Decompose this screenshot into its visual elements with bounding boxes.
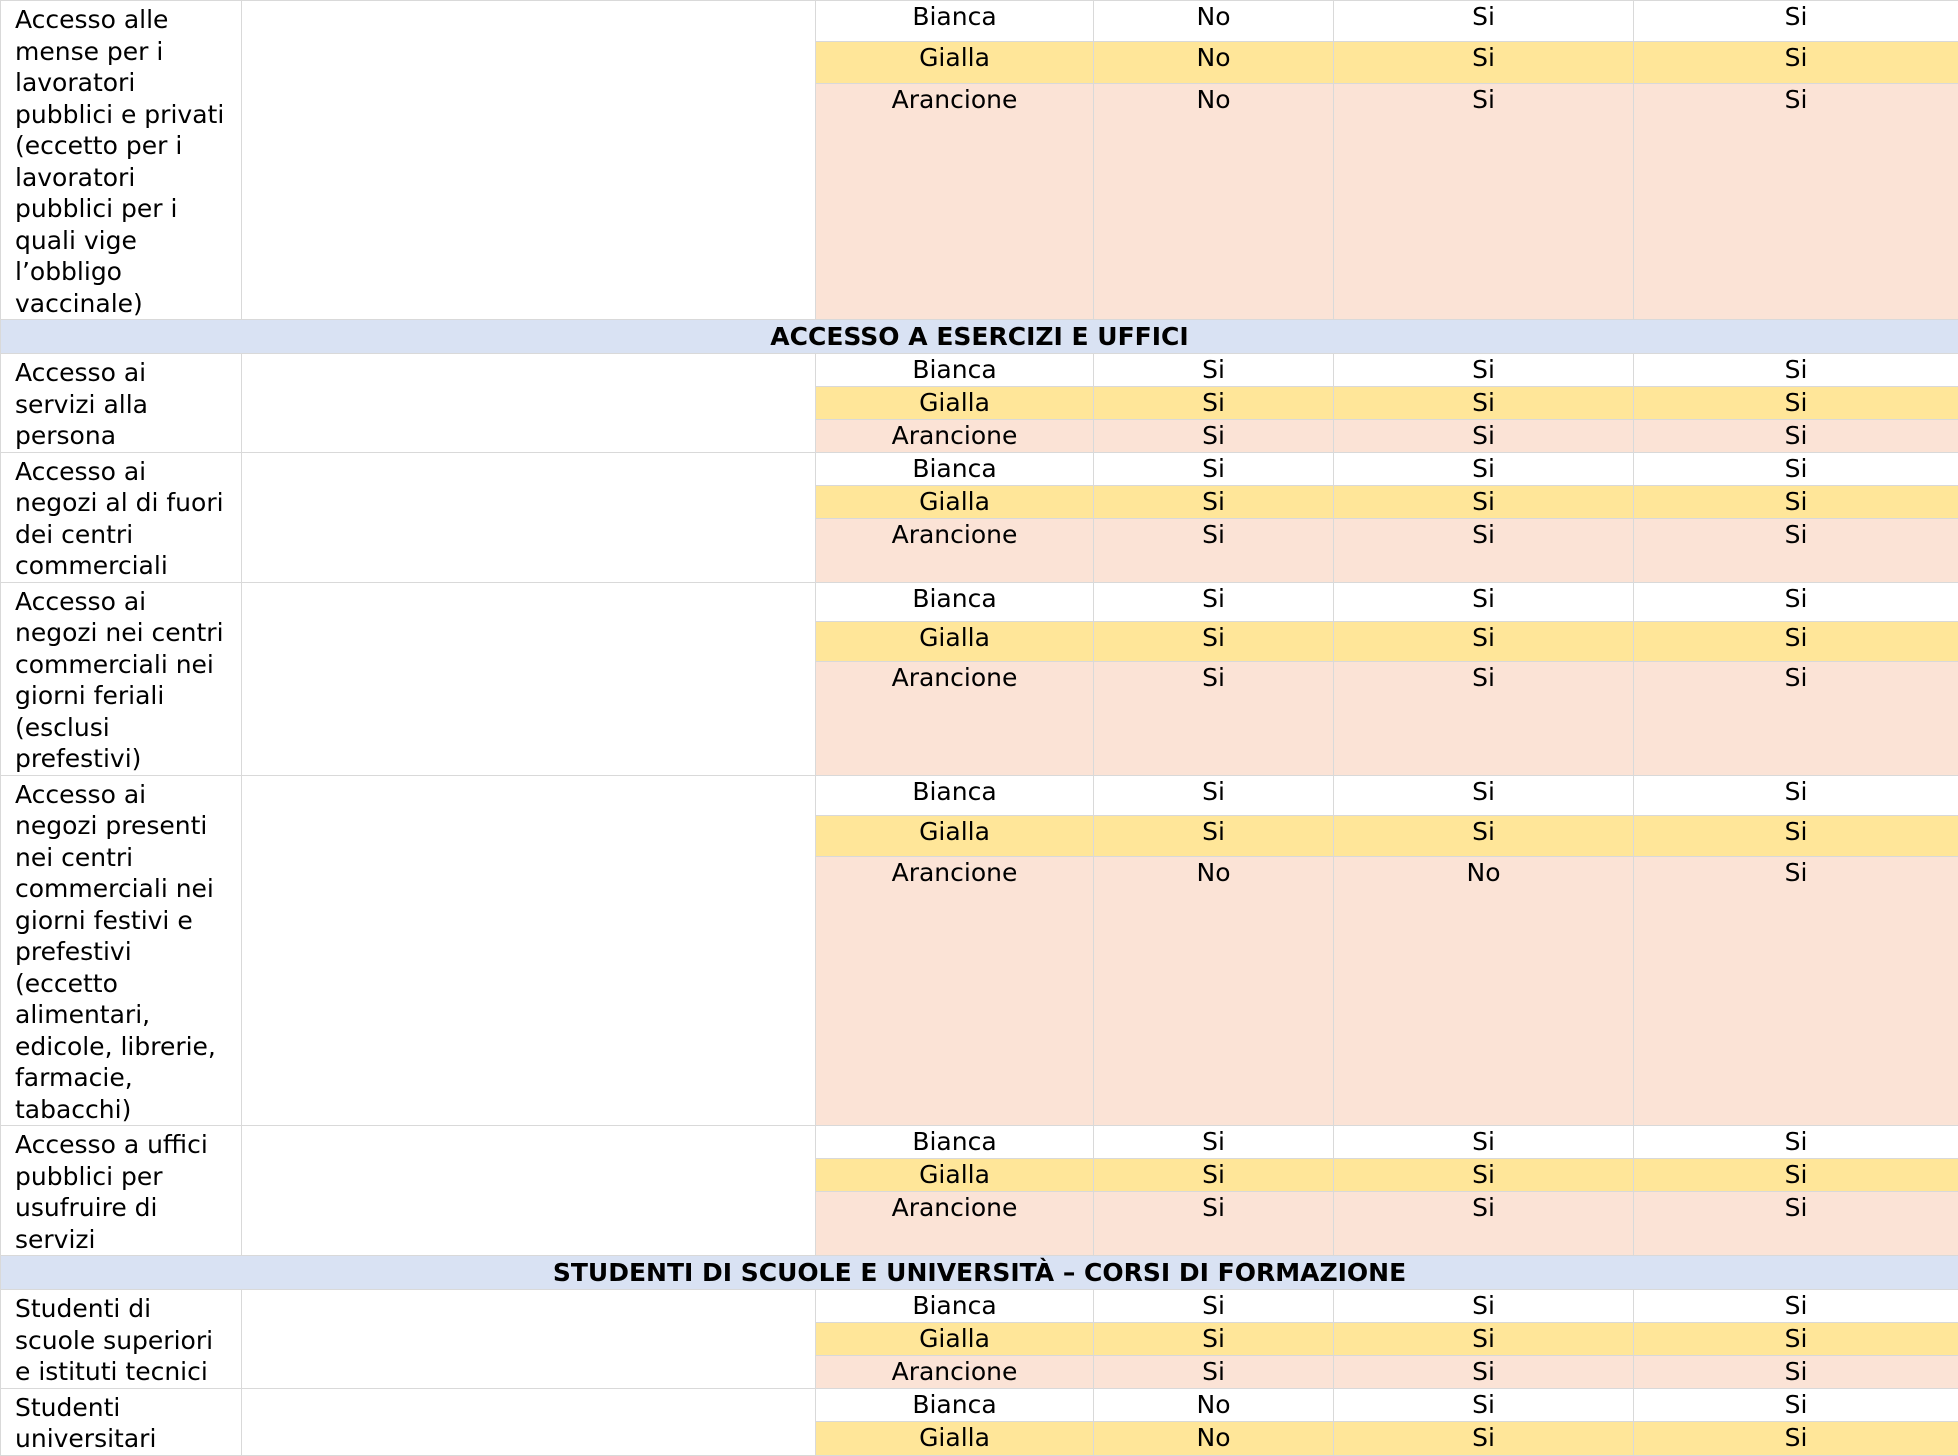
value-cell: Si [1334, 518, 1634, 582]
value-cell: No [1334, 857, 1634, 1126]
zone-cell: Arancione [816, 518, 1094, 582]
value-cell: Si [1334, 1388, 1634, 1422]
value-cell: Si [1634, 42, 1958, 83]
value-cell: Si [1634, 622, 1958, 662]
empty-cell [242, 1, 816, 320]
value-cell: Si [1634, 354, 1958, 387]
activity-label: Accesso ai negozi nei centri commerciali nei giorni feriali (esclusi prefestivi) [1, 582, 242, 775]
value-cell: No [1094, 42, 1334, 83]
zone-cell: Gialla [816, 1323, 1094, 1356]
table-row [1, 1290, 1958, 1323]
zone-cell: Bianca [816, 1388, 1094, 1422]
zone-cell: Bianca [816, 452, 1094, 485]
value-cell: Si [1634, 1356, 1958, 1389]
value-cell: Si [1094, 775, 1334, 816]
activity-label: Accesso ai negozi presenti nei centri commerciali nei giorni festivi e prefestivi (eccetto alimentari, edicole, librerie, farmacie, tabacchi) [1, 775, 242, 1126]
value-cell: Si [1094, 354, 1334, 387]
value-cell: Si [1334, 354, 1634, 387]
value-cell: Si [1334, 1356, 1634, 1389]
value-cell: No [1094, 83, 1334, 319]
zone-cell: Gialla [816, 42, 1094, 83]
value-cell: No [1094, 1422, 1334, 1456]
zone-cell: Arancione [816, 857, 1094, 1126]
value-cell: No [1094, 1, 1334, 42]
value-cell: Si [1334, 661, 1634, 775]
value-cell: Si [1334, 775, 1634, 816]
zone-cell: Bianca [816, 1290, 1094, 1323]
value-cell: No [1094, 1388, 1334, 1422]
value-cell: Si [1334, 485, 1634, 518]
value-cell: Si [1634, 1323, 1958, 1356]
value-cell: Si [1634, 816, 1958, 857]
value-cell: Si [1334, 42, 1634, 83]
value-cell: Si [1094, 816, 1334, 857]
activity-label: Accesso alle mense per i lavoratori pubblici e privati (eccetto per i lavoratori pubblici per i quali vige l’obbligo vaccinale) [1, 1, 242, 320]
value-cell: Si [1334, 387, 1634, 420]
empty-cell [242, 582, 816, 775]
value-cell: Si [1094, 387, 1334, 420]
zone-cell: Gialla [816, 387, 1094, 420]
value-cell: Si [1634, 485, 1958, 518]
value-cell: Si [1634, 857, 1958, 1126]
zone-cell: Gialla [816, 1422, 1094, 1456]
activity-label: Accesso ai negozi al di fuori dei centri commerciali [1, 452, 242, 582]
zone-cell: Arancione [816, 1192, 1094, 1256]
zone-cell: Arancione [816, 420, 1094, 453]
value-cell: Si [1634, 775, 1958, 816]
value-cell: Si [1634, 1, 1958, 42]
activity-label: Studenti di scuole superiori e istituti tecnici [1, 1290, 242, 1389]
value-cell: Si [1094, 582, 1334, 622]
value-cell: Si [1334, 1, 1634, 42]
value-cell: Si [1334, 1192, 1634, 1256]
section-header-row [1, 320, 1958, 354]
value-cell: Si [1634, 518, 1958, 582]
section-header-row [1, 1256, 1958, 1290]
value-cell: Si [1634, 1192, 1958, 1256]
value-cell: Si [1634, 582, 1958, 622]
zone-cell: Bianca [816, 1126, 1094, 1159]
value-cell: Si [1634, 452, 1958, 485]
zone-cell: Arancione [816, 661, 1094, 775]
zone-cell: Gialla [816, 1159, 1094, 1192]
table-row [1, 452, 1958, 485]
zone-cell: Arancione [816, 83, 1094, 319]
section-title: ACCESSO A ESERCIZI E UFFICI [1, 320, 1958, 354]
value-cell: Si [1094, 1323, 1334, 1356]
value-cell: Si [1094, 485, 1334, 518]
zone-cell: Bianca [816, 1, 1094, 42]
zone-cell: Bianca [816, 582, 1094, 622]
empty-cell [242, 1126, 816, 1256]
zone-cell: Bianca [816, 775, 1094, 816]
table-row [1, 775, 1958, 816]
value-cell: Si [1334, 83, 1634, 319]
value-cell: Si [1334, 622, 1634, 662]
value-cell: Si [1094, 661, 1334, 775]
value-cell: Si [1334, 1323, 1634, 1356]
value-cell: Si [1334, 452, 1634, 485]
value-cell: Si [1094, 1126, 1334, 1159]
value-cell: Si [1334, 1290, 1634, 1323]
value-cell: Si [1634, 1388, 1958, 1422]
activity-label: Accesso ai servizi alla persona [1, 354, 242, 453]
value-cell: Si [1094, 1159, 1334, 1192]
table-body [1, 1, 1958, 1456]
value-cell: Si [1094, 1192, 1334, 1256]
empty-cell [242, 1388, 816, 1455]
value-cell: Si [1334, 1126, 1634, 1159]
empty-cell [242, 775, 816, 1126]
table-row [1, 1, 1958, 42]
value-cell: Si [1634, 420, 1958, 453]
empty-cell [242, 452, 816, 582]
activity-label: Accesso a uffici pubblici per usufruire di servizi [1, 1126, 242, 1256]
value-cell: Si [1094, 452, 1334, 485]
value-cell: Si [1094, 622, 1334, 662]
value-cell: Si [1094, 518, 1334, 582]
zone-cell: Gialla [816, 485, 1094, 518]
value-cell: Si [1334, 582, 1634, 622]
value-cell: Si [1094, 420, 1334, 453]
value-cell: Si [1634, 1159, 1958, 1192]
value-cell: Si [1634, 661, 1958, 775]
empty-cell [242, 1290, 816, 1389]
table-row [1, 582, 1958, 622]
table-row [1, 354, 1958, 387]
value-cell: Si [1634, 1422, 1958, 1456]
table-row [1, 1388, 1958, 1422]
value-cell: Si [1334, 1422, 1634, 1456]
value-cell: Si [1634, 387, 1958, 420]
empty-cell [242, 354, 816, 453]
value-cell: Si [1634, 83, 1958, 319]
zone-cell: Arancione [816, 1356, 1094, 1389]
section-title: STUDENTI DI SCUOLE E UNIVERSITÀ – CORSI DI FORMAZIONE [1, 1256, 1958, 1290]
value-cell: Si [1634, 1290, 1958, 1323]
zone-cell: Gialla [816, 816, 1094, 857]
value-cell: Si [1334, 1159, 1634, 1192]
table-row [1, 1126, 1958, 1159]
activity-label: Studenti universitari [1, 1388, 242, 1455]
value-cell: Si [1094, 1290, 1334, 1323]
zone-cell: Gialla [816, 622, 1094, 662]
value-cell: Si [1094, 1356, 1334, 1389]
value-cell: No [1094, 857, 1334, 1126]
zone-cell: Bianca [816, 354, 1094, 387]
value-cell: Si [1334, 816, 1634, 857]
value-cell: Si [1634, 1126, 1958, 1159]
value-cell: Si [1334, 420, 1634, 453]
